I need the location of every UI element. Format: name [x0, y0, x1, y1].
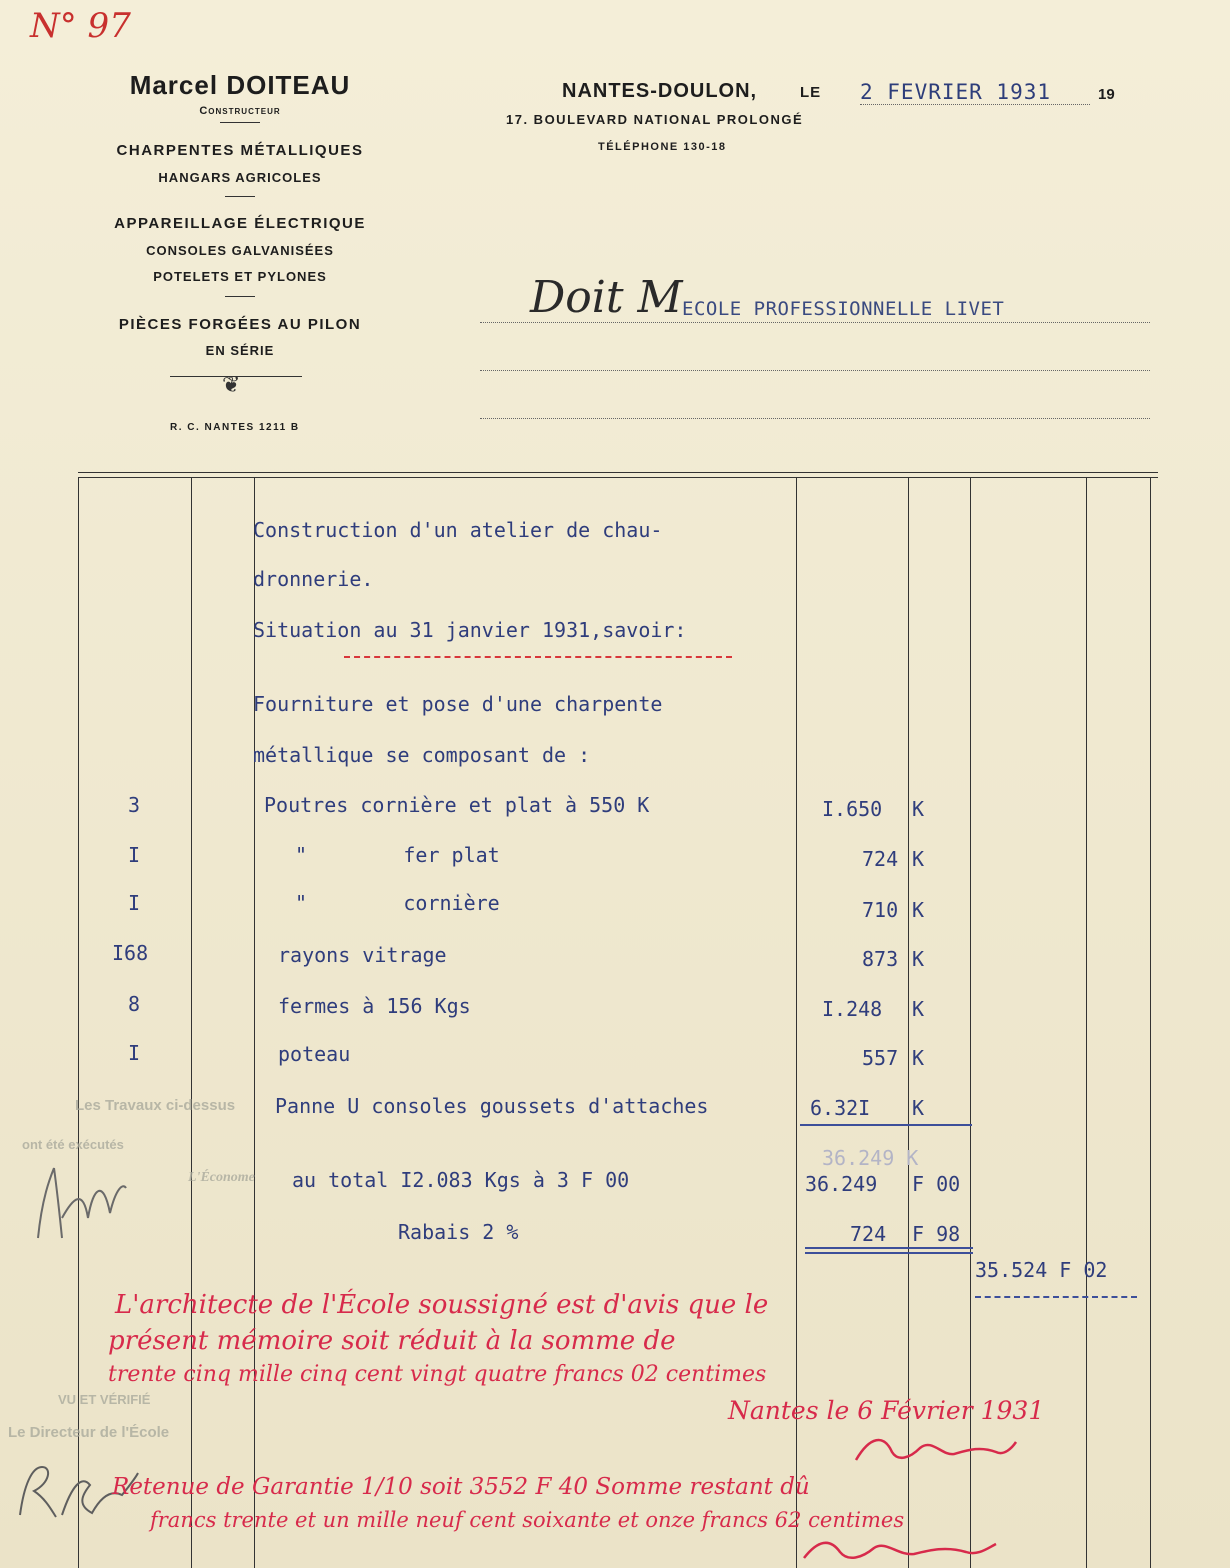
letterhead-line1: CHARPENTES MÉTALLIQUES	[116, 142, 364, 159]
company-title: Constructeur	[199, 105, 281, 117]
item-label: rayons vitrage	[278, 943, 447, 967]
total-amount: 36.249	[805, 1172, 878, 1196]
discount-amount: 724	[850, 1222, 887, 1246]
item-label: poteau	[278, 1042, 351, 1066]
architect-signature-icon	[850, 1428, 1020, 1472]
situation-line: Situation au 31 janvier 1931,savoir:	[253, 618, 687, 642]
company-name	[85, 70, 395, 101]
stamp-economist: L'Économe	[188, 1170, 255, 1185]
stamp-works-line1: Les Travaux ci-dessus	[75, 1097, 236, 1114]
red-underline	[344, 656, 732, 658]
recipient-line	[480, 418, 1150, 419]
divider	[225, 196, 255, 197]
item-amount: I.650	[822, 797, 883, 821]
doit-label: Doit M	[530, 272, 683, 323]
item-label: Poutres cornière et plat à 550 K	[264, 793, 650, 817]
second-signature-icon	[800, 1534, 1000, 1566]
item-qty: I	[128, 891, 141, 915]
item-qty: I	[128, 1041, 141, 1065]
item-unit: K	[912, 847, 925, 871]
net-amount: 35.524 F 02	[975, 1258, 1108, 1282]
total-unit: F 00	[912, 1172, 961, 1196]
stamp-seen: VU ET VÉRIFIÉ	[58, 1392, 151, 1407]
subtotal-rule	[800, 1124, 972, 1126]
item-unit: K	[912, 1096, 925, 1120]
invoice-date: 2 FEVRIER 1931	[860, 80, 1052, 104]
total-label: au total I2.083 Kgs à 3 F 00	[292, 1168, 630, 1192]
handwritten-line5: Retenue de Garantie 1/10 soit 3552 F 40 Somme restant dû	[112, 1474, 810, 1500]
net-underline	[975, 1296, 1137, 1298]
handwritten-line2: présent mémoire soit réduit à la somme de	[108, 1326, 676, 1356]
recipient-name: ECOLE PROFESSIONNELLE LIVET	[682, 298, 1005, 320]
handwritten-line3: trente cinq mille cinq cent vingt quatre francs 02 centimes	[108, 1362, 767, 1387]
item-amount: I.248	[822, 997, 883, 1021]
registration-number: R. C. NANTES 1211 B	[170, 422, 300, 433]
item-label: Panne U consoles goussets d'attaches	[275, 1094, 709, 1118]
column-rule	[1150, 478, 1151, 1568]
item-qty: I	[128, 843, 141, 867]
divider	[225, 296, 255, 297]
letterhead-line4: CONSOLES GALVANISÉES	[146, 243, 334, 258]
year-prefix: 19	[1098, 86, 1115, 103]
item-unit: K	[912, 947, 925, 971]
intro-line2: dronnerie.	[253, 567, 374, 591]
recipient-line	[480, 370, 1150, 371]
item-qty: I68	[112, 941, 149, 965]
total-rule	[805, 1252, 973, 1254]
item-label: fermes à 156 Kgs	[278, 994, 471, 1018]
item-qty: 3	[128, 793, 141, 817]
company-last-name: DOITEAU	[226, 70, 351, 100]
city: NANTES-DOULON,	[562, 80, 758, 102]
handwritten-line6: francs trente et un mille neuf cent soixante et onze francs 62 centimes	[150, 1508, 905, 1532]
stamp-director: Le Directeur de l'École	[8, 1424, 170, 1441]
ornament-icon: ❦	[222, 372, 241, 397]
letterhead-line7: EN SÉRIE	[205, 343, 275, 358]
handwritten-line4: Nantes le 6 Février 1931	[728, 1396, 1045, 1425]
column-rule	[1086, 478, 1087, 1568]
divider	[220, 122, 260, 123]
annotation-number: N° 97	[30, 6, 131, 46]
description-line2: métallique se composant de :	[253, 743, 591, 767]
description-line1: Fourniture et pose d'une charpente	[253, 692, 663, 716]
item-unit: K	[912, 1046, 925, 1070]
phone: TÉLÉPHONE 130-18	[598, 141, 727, 153]
date-line	[860, 104, 1090, 105]
item-label: " cornière	[295, 891, 500, 915]
item-unit: K	[912, 898, 925, 922]
address: 17. BOULEVARD NATIONAL PROLONGÉ	[506, 112, 804, 127]
table-top-rule	[78, 472, 1158, 473]
stamp-works-line2: ont été exécutés	[22, 1137, 124, 1152]
intro-line1: Construction d'un atelier de chau-	[253, 518, 663, 542]
company-first-name: Marcel	[129, 70, 219, 100]
item-amount: 724	[862, 847, 899, 871]
discount-unit: F 98	[912, 1222, 961, 1246]
stamp-total: 36.249 K	[822, 1146, 919, 1170]
item-unit: K	[912, 997, 925, 1021]
item-amount: 6.32I	[810, 1096, 871, 1120]
item-amount: 557	[862, 1046, 899, 1070]
letterhead-line5: POTELETS ET PYLONES	[153, 269, 327, 284]
total-rule	[805, 1247, 973, 1249]
table-top-rule	[78, 477, 1158, 478]
item-amount: 873	[862, 947, 899, 971]
economist-signature-icon	[28, 1158, 128, 1250]
item-label: " fer plat	[295, 843, 500, 867]
letterhead-line6: PIÈCES FORGÉES AU PILON	[118, 316, 362, 333]
item-amount: 710	[862, 898, 899, 922]
date-prefix: LE	[800, 84, 822, 101]
handwritten-line1: L'architecte de l'École soussigné est d'avis que le	[115, 1290, 769, 1320]
discount-label: Rabais 2 %	[398, 1220, 519, 1244]
letterhead-line3: APPAREILLAGE ÉLECTRIQUE	[114, 215, 366, 232]
item-qty: 8	[128, 992, 141, 1016]
item-unit: K	[912, 797, 925, 821]
letterhead-line2: HANGARS AGRICOLES	[158, 170, 322, 185]
column-rule	[191, 478, 192, 1568]
recipient-line	[480, 322, 1150, 323]
